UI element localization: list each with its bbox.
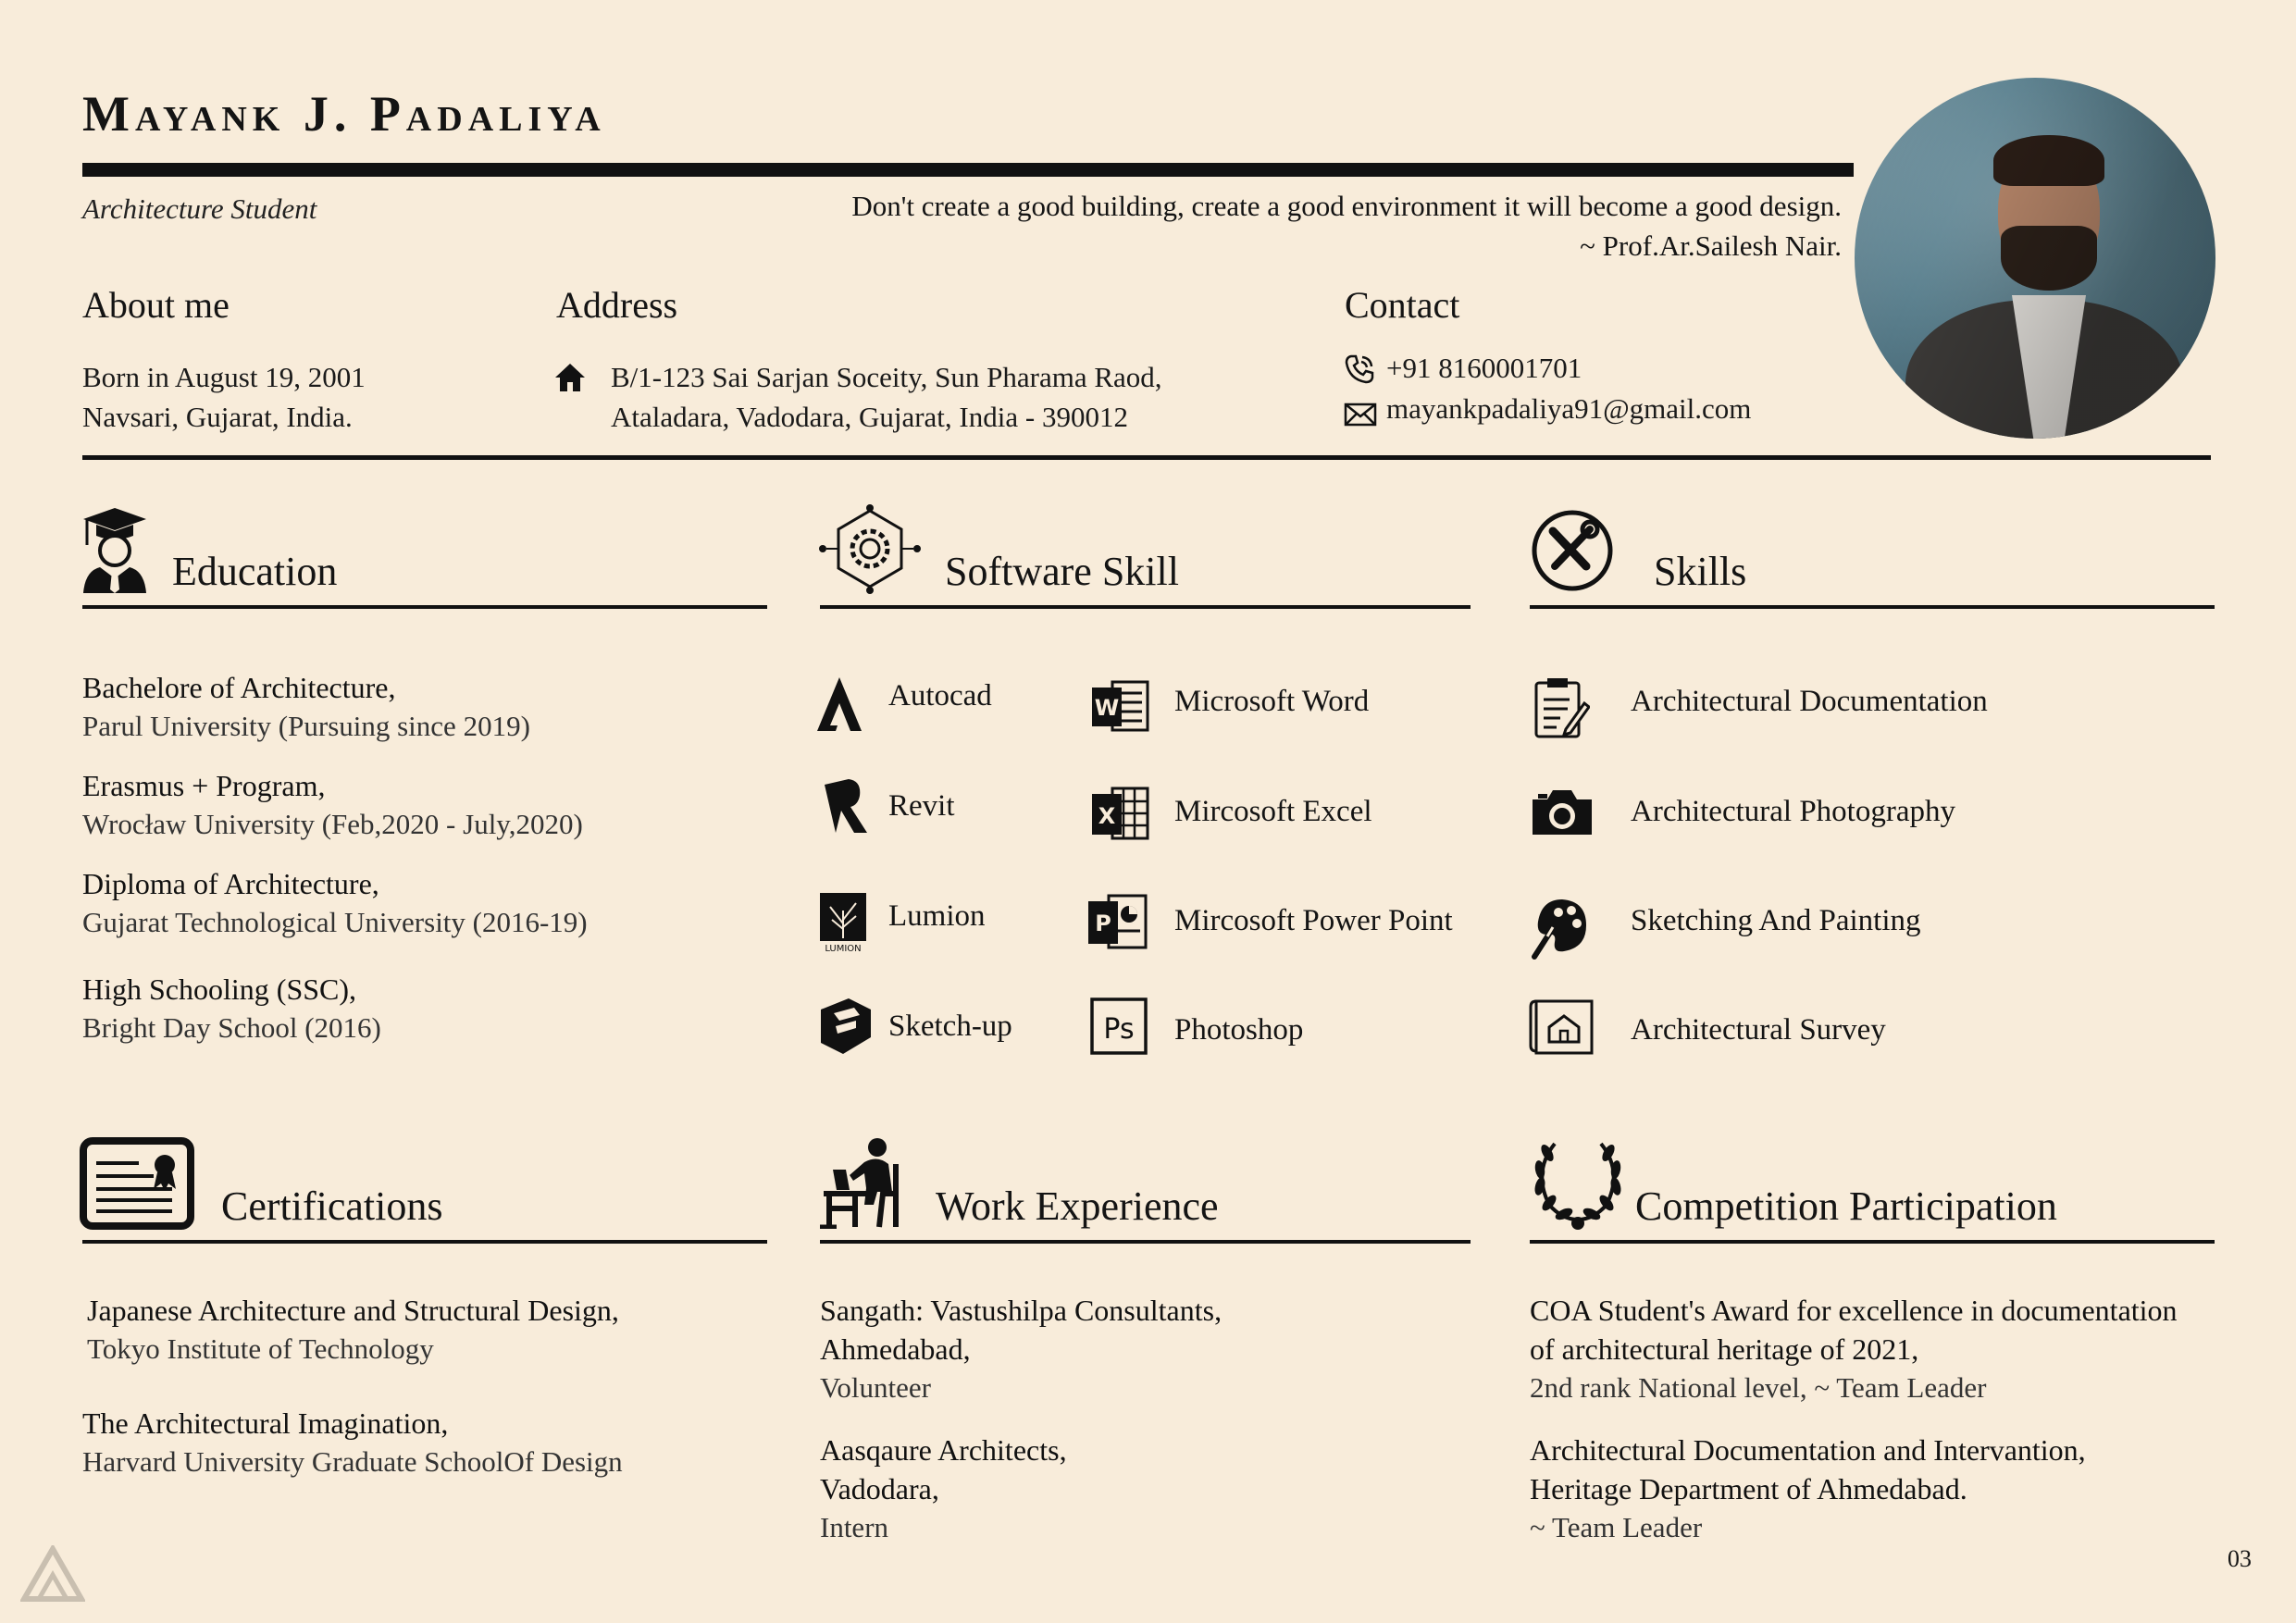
mail-icon <box>1344 402 1377 427</box>
skill-survey: Architectural Survey <box>1631 1013 1886 1047</box>
lumion-icon <box>819 892 867 953</box>
competition-item-1-line-1: COA Student's Award for excellence in documentation <box>1530 1294 2178 1327</box>
powerpoint-icon <box>1086 892 1148 951</box>
logo-watermark-icon <box>20 1545 85 1603</box>
photoshop-icon <box>1090 997 1148 1055</box>
education-item-4-detail: Bright Day School (2016) <box>82 1011 381 1044</box>
contact-phone: +91 8160001701 <box>1386 352 1582 384</box>
competition-item-1-line-2: of architectural heritage of 2021, <box>1530 1332 1919 1366</box>
work-item-1-line-2: Ahmedabad, <box>820 1332 971 1366</box>
work-item-2-line-1: Aasqaure Architects, <box>820 1433 1067 1467</box>
education-item-3-detail: Gujarat Technological University (2016-19) <box>82 906 588 938</box>
sketchup-icon <box>817 997 873 1056</box>
skill-photography: Architectural Photography <box>1631 795 1955 828</box>
autocad-icon <box>815 675 863 733</box>
education-rule <box>82 605 767 609</box>
certification-item-1-name: Japanese Architecture and Structural Design, <box>87 1294 619 1327</box>
svg-text:W: W <box>1094 695 1120 721</box>
work-item-1-line-1: Sangath: Vastushilpa Consultants, <box>820 1294 1222 1327</box>
excel-icon <box>1090 785 1149 842</box>
laurel-wreath-icon <box>1527 1134 1629 1231</box>
about-title: About me <box>82 284 230 326</box>
work-item-2-role: Intern <box>820 1511 889 1543</box>
tools-icon <box>1531 509 1614 592</box>
education-item-2-detail: Wrocław University (Feb,2020 - July,2020) <box>82 808 583 840</box>
header-divider <box>82 455 2211 460</box>
education-item-2-name: Erasmus + Program, <box>82 769 326 802</box>
contact-email[interactable]: mayankpadaliya91@gmail.com <box>1386 392 1752 425</box>
skills-rule <box>1530 605 2215 609</box>
person-name: Mayank J. Padaliya <box>82 86 606 142</box>
header-bar <box>82 163 1854 177</box>
address-title: Address <box>556 284 678 326</box>
certification-item-2-detail: Harvard University Graduate SchoolOf Design <box>82 1445 623 1478</box>
certifications-rule <box>82 1240 767 1244</box>
svg-text:Ps: Ps <box>1103 1013 1135 1046</box>
education-item-3-name: Diploma of Architecture, <box>82 867 379 900</box>
software-revit: Revit <box>888 789 955 823</box>
gear-network-icon <box>818 503 922 596</box>
competition-item-2-line-1: Architectural Documentation and Intervantion, <box>1530 1433 2086 1467</box>
phone-icon <box>1344 353 1375 385</box>
graduate-icon <box>80 504 150 595</box>
skill-documentation: Architectural Documentation <box>1631 685 1988 718</box>
software-photoshop: Photoshop <box>1174 1013 1304 1047</box>
skills-title: Skills <box>1654 549 1747 594</box>
certifications-title: Certifications <box>221 1183 443 1229</box>
software-sketchup: Sketch-up <box>888 1010 1012 1043</box>
address-line-2: Ataladara, Vadodara, Gujarat, India - 390012 <box>611 401 1128 433</box>
software-excel: Mircosoft Excel <box>1174 795 1372 828</box>
quote-text: Don't create a good building, create a good environment it will become a good design. <box>851 190 1842 222</box>
contact-title: Contact <box>1345 284 1460 326</box>
competition-item-2-line-2: Heritage Department of Ahmedabad. <box>1530 1472 1967 1505</box>
word-icon <box>1090 678 1149 734</box>
page-number: 03 <box>2228 1545 2252 1572</box>
svg-text:LUMION: LUMION <box>825 944 862 953</box>
work-desk-icon <box>818 1136 907 1229</box>
home-icon <box>553 362 587 393</box>
about-line-1: Born in August 19, 2001 <box>82 361 366 393</box>
software-title: Software Skill <box>945 549 1179 594</box>
education-title: Education <box>172 549 338 594</box>
house-plan-icon <box>1529 999 1594 1057</box>
software-autocad: Autocad <box>888 679 992 712</box>
competition-rule <box>1530 1240 2215 1244</box>
svg-text:P: P <box>1095 911 1111 936</box>
software-rule <box>820 605 1471 609</box>
certification-item-1-detail: Tokyo Institute of Technology <box>87 1332 434 1365</box>
education-item-1-detail: Parul University (Pursuing since 2019) <box>82 710 530 742</box>
work-item-2-line-2: Vadodara, <box>820 1472 939 1505</box>
education-item-4-name: High Schooling (SSC), <box>82 973 357 1006</box>
software-powerpoint: Mircosoft Power Point <box>1174 904 1453 937</box>
competition-item-1-detail: 2nd rank National level, ~ Team Leader <box>1530 1371 1987 1404</box>
camera-icon <box>1529 787 1595 838</box>
revit-icon <box>823 777 869 835</box>
certification-item-2-name: The Architectural Imagination, <box>82 1406 449 1440</box>
clipboard-icon <box>1533 675 1590 740</box>
competition-item-2-detail: ~ Team Leader <box>1530 1511 1703 1543</box>
quote-author: ~ Prof.Ar.Sailesh Nair. <box>1580 229 1842 262</box>
work-item-1-role: Volunteer <box>820 1371 931 1404</box>
svg-text:X: X <box>1098 803 1116 829</box>
skill-sketching: Sketching And Painting <box>1631 904 1921 937</box>
address-line-1: B/1-123 Sai Sarjan Soceity, Sun Pharama Raod, <box>611 361 1162 393</box>
competition-title: Competition Participation <box>1635 1183 2057 1229</box>
role-subtitle: Architecture Student <box>82 192 317 225</box>
software-lumion: Lumion <box>888 899 986 933</box>
palette-icon <box>1531 894 1590 960</box>
about-line-2: Navsari, Gujarat, India. <box>82 401 353 433</box>
education-item-1-name: Bachelore of Architecture, <box>82 671 396 704</box>
quote <box>851 186 1842 266</box>
profile-photo <box>1855 78 2215 439</box>
software-word: Microsoft Word <box>1174 685 1370 718</box>
work-rule <box>820 1240 1471 1244</box>
work-title: Work Experience <box>936 1183 1219 1229</box>
certificate-icon <box>80 1137 194 1230</box>
